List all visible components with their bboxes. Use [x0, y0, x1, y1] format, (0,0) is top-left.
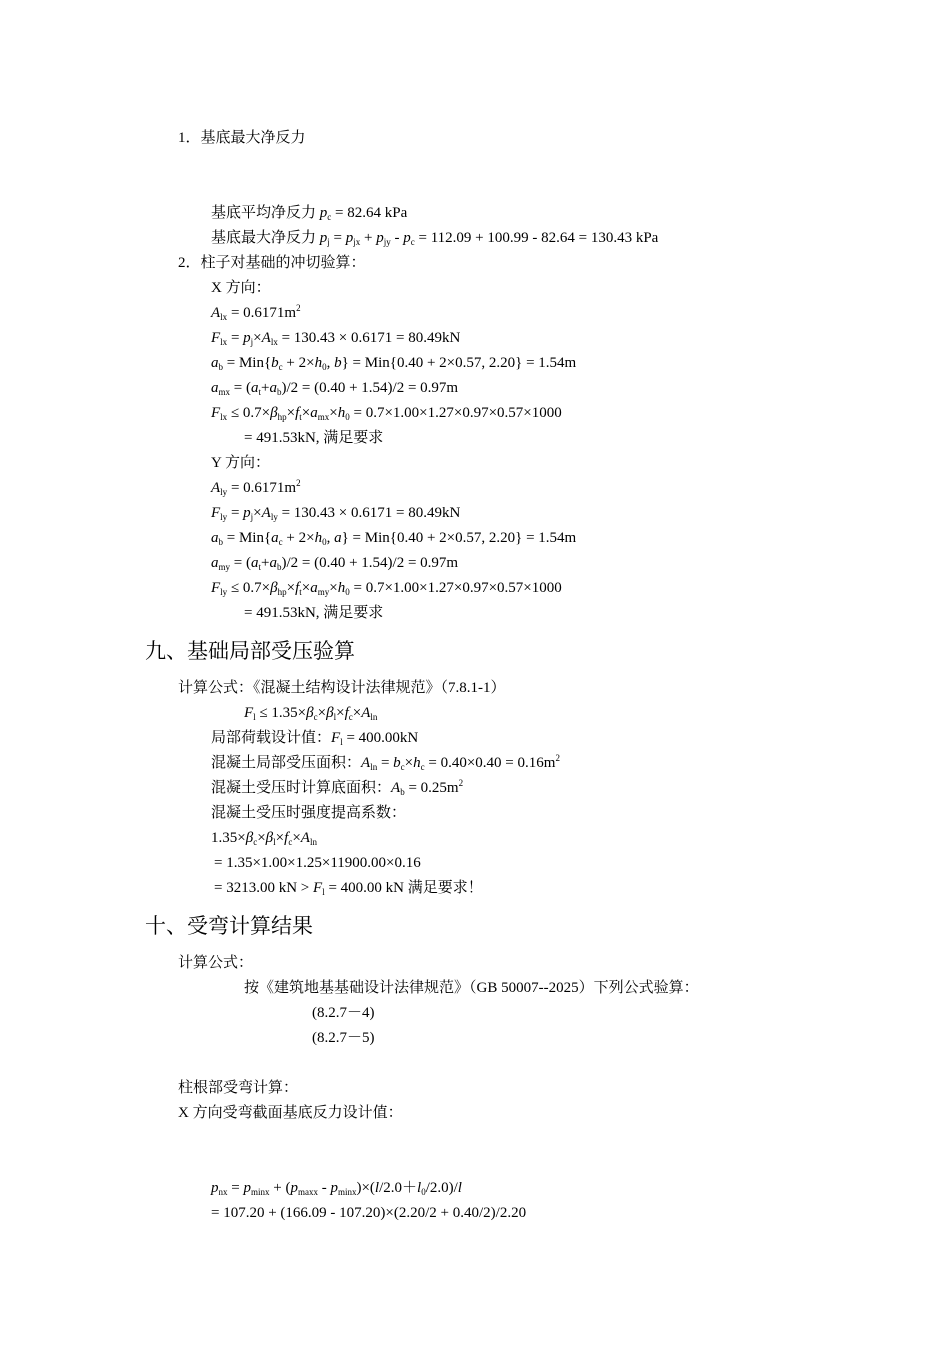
x-ab-value: = Min{0.40 + 2×0.57, 2.20} = 1.54m: [348, 355, 577, 371]
s9-calc-area-line: 混凝土受压时计算底面积：$A_b = 0.25m^2$: [211, 778, 464, 797]
y-check-value: = 0.7×1.00×1.27×0.97×0.57×1000: [349, 580, 562, 596]
x-direction-label: X 方向：: [211, 280, 271, 296]
s10-x-reaction-label: X 方向受弯截面基底反力设计值：: [178, 1105, 403, 1121]
max-net-reaction-value: = 112.09 + 100.99 - 82.64 = 130.43 kPa: [414, 230, 659, 246]
x-area-value: = 0.6171m: [227, 305, 297, 321]
y-area-line: $A_{ly} = 0.6171m^2$: [211, 478, 301, 497]
s9-load-value: = 400.00kN: [342, 730, 419, 746]
x-am-value: = (0.40 + 1.54)/2 = 0.97m: [298, 380, 459, 396]
s10-code-line: 按《建筑地基基础设计法律规范》（GB 50007--2025）下列公式验算：: [244, 980, 699, 996]
s9-load-label: 局部荷载设计值：: [211, 730, 332, 746]
s10-formula-label: 计算公式：: [178, 955, 254, 971]
y-force-value: = 130.43 × 0.6171 = 80.49kN: [277, 505, 461, 521]
y-check-line: $F_{ly} \le 0.7\times\beta_{hp}\times f_t\times a_{my}\times h_0 = 0.7\times 1.00\times 1.27\times 0.97\times 0.57\times 1000$: [211, 580, 562, 597]
s10-column-root: 柱根部受弯计算：: [178, 1080, 299, 1096]
x-check-value: = 0.7×1.00×1.27×0.97×0.57×1000: [349, 405, 562, 421]
x-ab-line: $a_b = Min\{b_c + 2\times h_0$, b} = Min{0.40 + 2×0.57, 2.20} = 1.54m: [211, 355, 577, 372]
avg-net-reaction-label: 基底平均净反力: [211, 205, 320, 221]
s9-formula-label: 计算公式：《混凝土结构设计法律规范》（7.8.1-1）: [178, 680, 506, 696]
s9-area-value: = 0.40×0.40 = 0.16m: [424, 755, 556, 771]
y-am-line: $a_{my} = (a_t+a_b)/2 = (0.40 + 1.54)/2 = 0.97m$: [211, 555, 459, 572]
s9-formula: $F_l \le 1.35\times\beta_c\times\beta_l\times f_c\times A_{ln}$: [244, 705, 378, 722]
s9-coef-label: 混凝土受压时强度提高系数：: [211, 805, 407, 821]
s10-pnx-formula: $p_{nx} = p_{minx} + (p_{maxx} - p_{minx})\times(l/2.0+l_0/2.0)/l$: [211, 1180, 462, 1197]
x-am-line: $a_{mx} = (a_t+a_b)/2 = (0.40 + 1.54)/2 = 0.97m$: [211, 380, 459, 397]
s9-calc-line: = 1.35×1.00×1.25×11900.00×0.16: [214, 855, 421, 871]
s9-area-line: 混凝土局部受压面积：$A_{ln} = b_c\times h_c = 0.40\times 0.40 = 0.16m^2$: [211, 753, 560, 772]
section-2-title: 2．柱子对基础的冲切验算：: [178, 255, 366, 271]
section-10-heading: 十、受弯计算结果: [145, 914, 313, 938]
y-ab-value: = Min{0.40 + 2×0.57, 2.20} = 1.54m: [348, 530, 577, 546]
section-9-heading: 九、基础局部受压验算: [145, 639, 355, 663]
y-ab-line: $a_b = Min\{a_c + 2\times h_0$, a} = Min{0.40 + 2×0.57, 2.20} = 1.54m: [211, 530, 577, 547]
s9-expr: $1.35\times\beta_c\times\beta_l\times f_c\times A_{ln}$: [211, 830, 317, 847]
s10-pnx-calc: = 107.20 + (166.09 - 107.20)×(2.20/2 + 0.40/2)/2.20: [211, 1205, 527, 1221]
section-1-title: 1．基底最大净反力: [178, 130, 306, 146]
s9-load-line: 局部荷载设计值：$F_l = 400.00kN$: [211, 730, 419, 747]
s10-eq-1: (8.2.7－4): [312, 1005, 375, 1021]
s9-result-b: = 400.00 kN 满足要求！: [324, 880, 483, 896]
y-force-line: $F_{ly} = p_j\times A_{ly} = 130.43 \times 0.6171 = 80.49kN$: [211, 505, 461, 522]
s9-result-line: = 3213.00 kN > $F_l = 400.00$ kN 满足要求！: [214, 880, 483, 897]
x-result-line: = 491.53kN, 满足要求: [244, 430, 384, 446]
s9-calc-area-value: = 0.25m: [404, 780, 459, 796]
s9-result-a: = 3213.00 kN >: [214, 880, 314, 896]
avg-net-reaction-value: = 82.64 kPa: [331, 205, 408, 221]
y-am-value: = (0.40 + 1.54)/2 = 0.97m: [298, 555, 459, 571]
y-direction-label: Y 方向：: [211, 455, 271, 471]
s9-calc-area-label: 混凝土受压时计算底面积：: [211, 780, 392, 796]
max-net-reaction-label: 基底最大净反力: [211, 230, 320, 246]
s10-eq-2: (8.2.7－5): [312, 1030, 375, 1046]
x-area-line: $A_{lx} = 0.6171m^2$: [211, 303, 301, 322]
x-check-line: $F_{lx} \le 0.7\times\beta_{hp}\times f_t\times a_{mx}\times h_0 = 0.7\times 1.00\times 1.27\times 0.97\times 0.57\times 1000$: [211, 405, 562, 422]
y-result-line: = 491.53kN, 满足要求: [244, 605, 384, 621]
max-net-reaction: 基底最大净反力 $p_j = p_{jx} + p_{jy} - p_c = 112.09 + 100.99 - 82.64 = 130.43$ kPa: [211, 230, 659, 247]
y-area-value: = 0.6171m: [227, 480, 297, 496]
avg-net-reaction: 基底平均净反力 $p_c = 82.64$ kPa: [211, 205, 408, 222]
x-force-line: $F_{lx} = p_j\times A_{lx} = 130.43 \times 0.6171 = 80.49kN$: [211, 330, 461, 347]
x-force-value: = 130.43 × 0.6171 = 80.49kN: [277, 330, 461, 346]
s9-area-label: 混凝土局部受压面积：: [211, 755, 362, 771]
